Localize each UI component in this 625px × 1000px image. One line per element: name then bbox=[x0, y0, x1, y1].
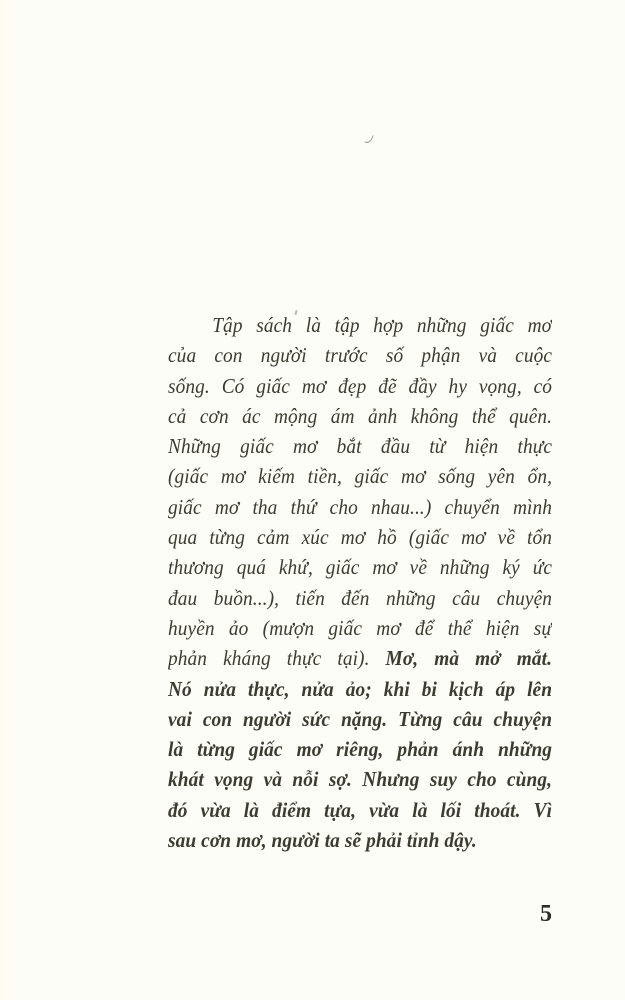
text-line bbox=[168, 795, 552, 825]
paragraph bbox=[168, 310, 552, 855]
text-line bbox=[168, 492, 552, 522]
body-text: sống. Có giấc mơ đẹp đẽ đầy hy vọng, có bbox=[168, 373, 553, 398]
text-line bbox=[168, 764, 552, 794]
text-line bbox=[168, 734, 552, 764]
scan-speck bbox=[364, 133, 374, 145]
text-line bbox=[168, 583, 552, 613]
body-text: huyền ảo (mượn giấc mơ để thể hiện sự bbox=[168, 615, 553, 640]
text-line bbox=[168, 461, 552, 491]
text-line bbox=[168, 674, 552, 704]
emphasis-text: đó vừa là điểm tựa, vừa là lối thoát. Vì bbox=[168, 797, 553, 822]
text-line bbox=[168, 613, 552, 643]
body-text: cả cơn ác mộng ám ảnh không thể quên. bbox=[168, 403, 553, 428]
text-line bbox=[168, 310, 552, 340]
text-line bbox=[168, 431, 552, 461]
text-line bbox=[168, 522, 552, 552]
body-text: đau buồn...), tiến đến những câu chuyện bbox=[168, 585, 553, 610]
body-text: thương quá khứ, giấc mơ về những ký ức bbox=[168, 555, 553, 580]
text-line bbox=[168, 643, 552, 673]
body-text: qua từng cảm xúc mơ hồ (giấc mơ về tổn bbox=[168, 525, 553, 550]
emphasis-text: sau cơn mơ, người ta sẽ phải tỉnh dậy. bbox=[168, 828, 477, 853]
emphasis-text: Nó nửa thực, nửa ảo; khi bi kịch áp lên bbox=[168, 676, 553, 701]
text-line bbox=[168, 371, 552, 401]
emphasis-text: Mơ, mà mở mắt. bbox=[385, 646, 553, 671]
body-text: (giấc mơ kiếm tiền, giấc mơ sống yên ổn, bbox=[168, 464, 553, 489]
emphasis-text: là từng giấc mơ riêng, phản ánh những bbox=[168, 737, 553, 762]
text-line bbox=[168, 340, 552, 370]
emphasis-text: khát vọng và nỗi sợ. Nhưng suy cho cùng, bbox=[168, 767, 553, 792]
body-text: giấc mơ tha thứ cho nhau...) chuyển mình bbox=[168, 494, 553, 519]
body-text: Tập sách là tập hợp những giấc mơ bbox=[212, 313, 553, 337]
page-edge-shading bbox=[0, 0, 16, 1000]
page-number: 5 bbox=[540, 901, 552, 927]
text-line bbox=[168, 401, 552, 431]
text-line bbox=[168, 825, 552, 855]
text-line bbox=[168, 704, 552, 734]
body-text: của con người trước số phận và cuộc bbox=[168, 343, 553, 368]
text-line bbox=[168, 552, 552, 582]
body-text: Những giấc mơ bắt đầu từ hiện thực bbox=[168, 434, 553, 459]
body-text: phản kháng thực tại). bbox=[168, 646, 386, 671]
emphasis-text: vai con người sức nặng. Từng câu chuyện bbox=[168, 706, 553, 731]
